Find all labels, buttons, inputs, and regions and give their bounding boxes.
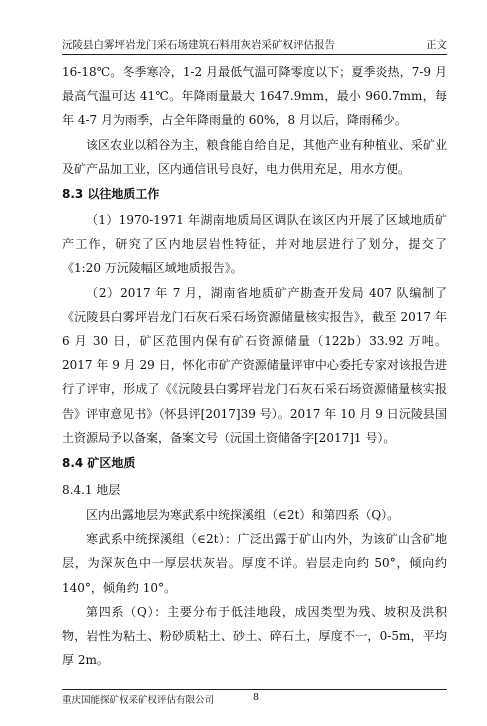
page-body <box>62 60 447 672</box>
page-footer <box>62 692 447 706</box>
subsection-heading-strata: 8.4.1 地层 <box>62 483 121 498</box>
paragraph-quaternary: 第四系（Q）：主要分布于低洼地段，成因类型为残、坡积及洪积物，岩性为粘土、粉砂质粘土、砂土、碎石土，厚度不一，0-5m，平均厚 2m。 <box>62 604 447 668</box>
page-header <box>62 36 447 52</box>
paragraph-previous-work-2: （2）2017 年 7 月，湖南省地质矿产勘查开发局 407 队编制了《沅陵县白雾坪岩龙门石灰石采石场资源储量核实报告》，截至 2017 年 6 月 30 日，矿区范围内保有矿石资源储量（122b）33.92 万吨。2017 年 9 月 29 日，怀化市矿产资源储量评审中心委托专家对该报告进行了评审，形成了《《沅陵县白雾坪岩龙门石灰石采石场资源储量核实报告》评审意见书》（怀县评[2017]39 号）。2017 年 10 月 9 日沅陵县国土资源局予以备案，备案文号（沅国土资储备字[2017]1 号）。 <box>62 285 447 445</box>
header-rule <box>62 54 447 55</box>
page-number: 8 <box>253 692 260 703</box>
section-heading-previous-work: 8.3 以往地质工作 <box>62 187 160 202</box>
paragraph-climate: 16-18℃。冬季寒冷，1-2 月最低气温可降零度以下；夏季炎热，7-9 月最高气温可达 41℃。年降雨量最大 1647.9mm，最小 960.7mm，每年 4-7 月为雨季，占全年降雨量的 60%，8 月以后，降雨稀少。 <box>62 65 447 128</box>
footer-rule <box>62 689 447 690</box>
paragraph-previous-work-1: （1）1970-1971 年湖南地质局区调队在该区内开展了区域地质矿产工作，研究了区内地层岩性特征，并对地层进行了划分，提交了《1:20 万沅陵幅区域地质报告》。 <box>62 213 447 276</box>
footer-company: 重庆国能探矿权采矿权评估有限公司 <box>62 695 215 706</box>
header-section: 正文 <box>426 39 447 51</box>
paragraph-cambrian: 寒武系中统探溪组（∈2t）：广泛出露于矿山内外，为该矿山含矿地层，为深灰色中一厚层状灰岩。厚度不详。岩层走向约 50°，倾向约 140°，倾角约 10°。 <box>62 532 447 595</box>
paragraph-economy: 该区农业以稻谷为主，粮食能自给自足，其他产业有种植业、采矿业及矿产品加工业，区内通信讯号良好，电力供用充足，用水方便。 <box>62 137 447 176</box>
section-heading-mine-geology: 8.4 矿区地质 <box>62 456 136 471</box>
paragraph-strata-overview: 区内出露地层为寒武系中统探溪组（∈2t）和第四系（Q）。 <box>86 508 400 523</box>
header-title: 沅陵县白雾坪岩龙门采石场建筑石料用灰岩采矿权评估报告 <box>62 39 335 51</box>
